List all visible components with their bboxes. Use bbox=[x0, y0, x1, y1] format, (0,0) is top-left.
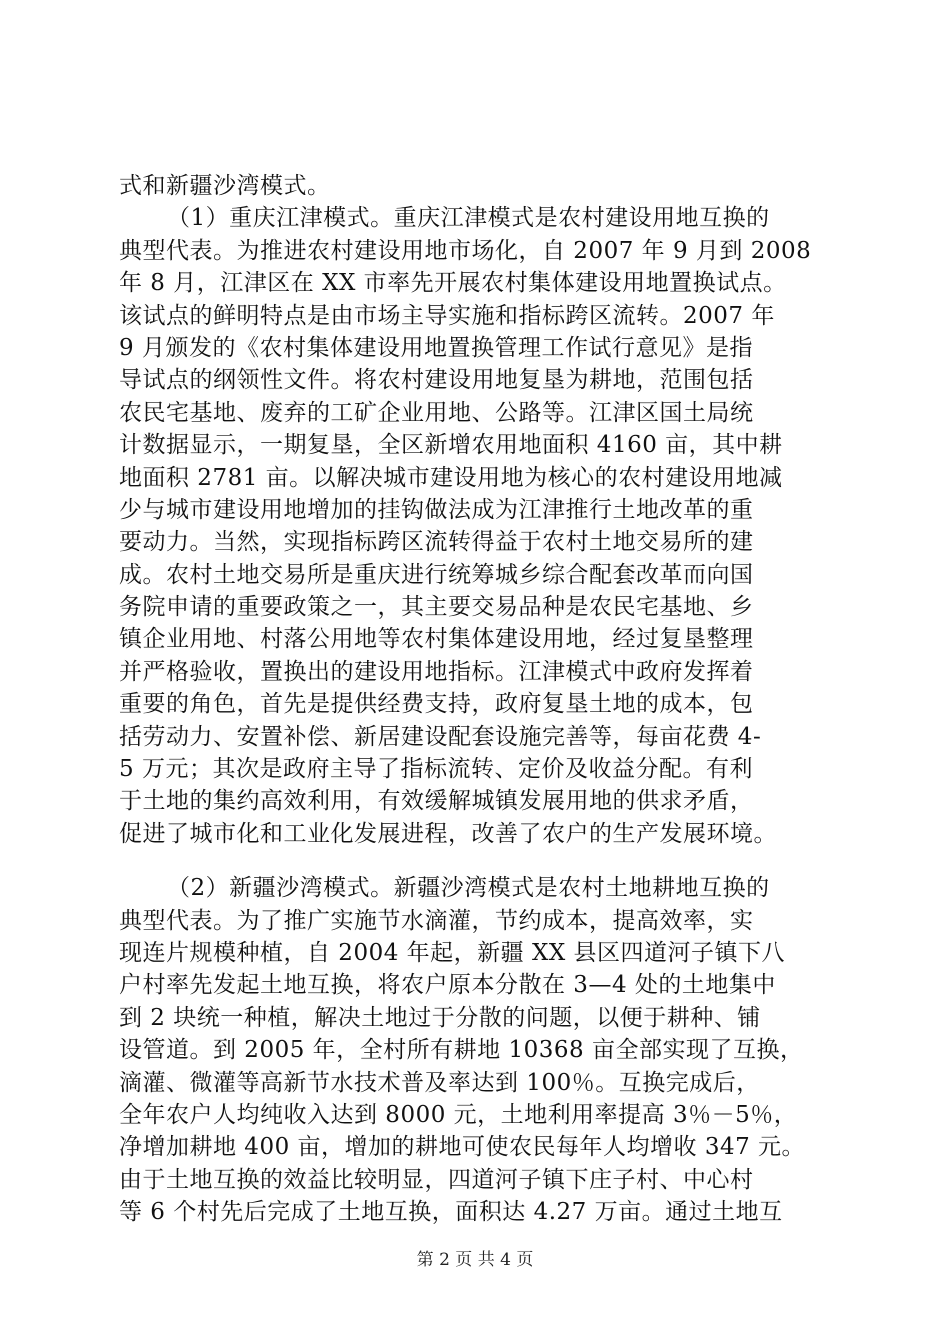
text-line: 务院申请的重要政策之一，其主要交易品种是农民宅基地、乡 bbox=[119, 594, 754, 621]
text-line: 9 月颁发的《农村集体建设用地置换管理工作试行意见》是指 bbox=[119, 334, 753, 361]
text-line: 镇企业用地、村落公用地等农村集体建设用地，经过复垦整理 bbox=[119, 626, 754, 653]
text-line: 现连片规模种植，自 2004 年起，新疆 XX 县区四道河子镇下八 bbox=[119, 939, 786, 966]
paragraph-jiangjin bbox=[119, 170, 849, 850]
paragraph-gap bbox=[119, 850, 849, 872]
text-line: 式和新疆沙湾模式。 bbox=[119, 173, 331, 199]
text-line: 计数据显示，一期复垦，全区新增农用地面积 4160 亩，其中耕 bbox=[119, 432, 783, 459]
text-line: 滴灌、微灌等高新节水技术普及率达到 100％。互换完成后， bbox=[119, 1069, 760, 1096]
text-line: 重要的角色，首先是提供经费支持，政府复垦土地的成本，包 bbox=[119, 691, 754, 718]
text-line: 括劳动力、安置补偿、新居建设配套设施完善等，每亩花费 4- bbox=[119, 723, 762, 750]
text-line: 导试点的纲领性文件。将农村建设用地复垦为耕地，范围包括 bbox=[119, 367, 754, 394]
text-line: 净增加耕地 400 亩，增加的耕地可使农民每年人均增收 347 元。 bbox=[119, 1134, 806, 1161]
document-body bbox=[119, 170, 849, 1229]
text-line: 少与城市建设用地增加的挂钩做法成为江津推行土地改革的重 bbox=[119, 496, 754, 523]
text-line: 于土地的集约高效利用，有效缓解城镇发展用地的供求矛盾， bbox=[119, 788, 754, 815]
text-line: 要动力。当然，实现指标跨区流转得益于农村土地交易所的建 bbox=[119, 529, 754, 556]
text-line: 全年农户人均纯收入达到 8000 元，土地利用率提高 3％－5％， bbox=[119, 1101, 798, 1128]
text-line: 该试点的鲜明特点是由市场主导实施和指标跨区流转。2007 年 bbox=[119, 302, 775, 329]
text-line: 到 2 块统一种植，解决土地过于分散的问题，以便于耕种、铺 bbox=[119, 1004, 761, 1031]
text-line: 等 6 个村先后完成了土地互换，面积达 4.27 万亩。通过土地互 bbox=[119, 1199, 783, 1226]
text-line: 典型代表。为了推广实施节水滴灌，节约成本，提高效率，实 bbox=[119, 907, 754, 934]
text-line: 典型代表。为推进农村建设用地市场化，自 2007 年 9 月到 2008 bbox=[119, 237, 812, 264]
text-line: 5 万元；其次是政府主导了指标流转、定价及收益分配。有利 bbox=[119, 756, 753, 783]
page-number-footer: 第 2 页 共 4 页 bbox=[416, 1250, 534, 1270]
paragraph-shawan bbox=[119, 872, 849, 1228]
text-line: 并严格验收，置换出的建设用地指标。江津模式中政府发挥着 bbox=[119, 658, 754, 685]
text-line: 设管道。到 2005 年，全村所有耕地 10368 亩全部实现了互换， bbox=[119, 1037, 804, 1064]
text-line: 年 8 月，江津区在 XX 市率先开展农村集体建设用地置换试点。 bbox=[119, 270, 787, 297]
text-line: 地面积 2781 亩。以解决城市建设用地为核心的农村建设用地减 bbox=[119, 464, 783, 491]
text-line: （2）新疆沙湾模式。新疆沙湾模式是农村土地耕地互换的 bbox=[167, 875, 770, 902]
text-line: 户村率先发起土地互换，将农户原本分散在 3—4 处的土地集中 bbox=[119, 972, 776, 999]
text-line: 农民宅基地、废弃的工矿企业用地、公路等。江津区国土局统 bbox=[119, 399, 754, 426]
text-line: （1）重庆江津模式。重庆江津模式是农村建设用地互换的 bbox=[167, 205, 770, 232]
text-line: 促进了城市化和工业化发展进程，改善了农户的生产发展环境。 bbox=[119, 820, 777, 847]
text-line: 由于土地互换的效益比较明显，四道河子镇下庄子村、中心村 bbox=[119, 1166, 754, 1193]
text-line: 成。农村土地交易所是重庆进行统筹城乡综合配套改革而向国 bbox=[119, 561, 754, 588]
